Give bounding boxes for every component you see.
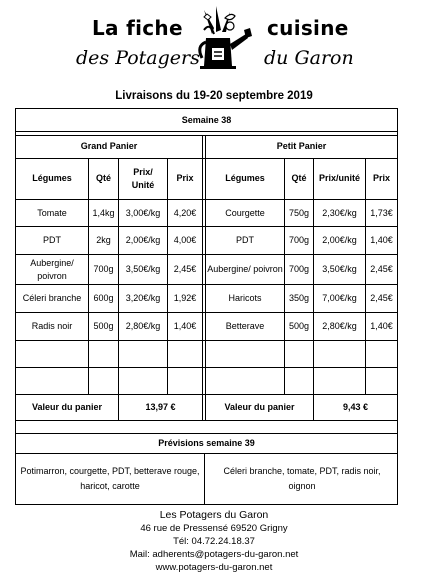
petit-row2-legume: PDT [236, 235, 254, 245]
petit-header-legumes: Légumes [225, 173, 265, 183]
grand-row5-prix: 1,40€ [173, 321, 197, 331]
footer-web: www.potagers-du-garon.net [155, 562, 273, 573]
basket-table [15, 108, 398, 505]
petit-row5-qte: 500g [288, 321, 310, 331]
week-label: Semaine 38 [181, 114, 232, 125]
grand-row3-qte: 700g [93, 264, 114, 274]
grand-total-label: Valeur du panier [31, 402, 103, 412]
petit-row4-unit: 7,00€/kg [322, 293, 357, 303]
petit-row4-qte: 350g [288, 293, 310, 303]
table-line [204, 453, 205, 504]
title-cuisine: cuisine [267, 16, 349, 40]
petit-row2-unit: 2,00€/kg [322, 235, 357, 245]
petit-row5-prix: 1,40€ [370, 321, 393, 331]
grand-row4-qte: 600g [93, 293, 114, 303]
petit-row1-unit: 2,30€/kg [322, 207, 357, 218]
petit-header-prix: Prix [372, 173, 390, 183]
petit-panier-title: Petit Panier [276, 141, 327, 151]
grand-row3-prix: 2,45€ [173, 264, 197, 274]
delivery-title: Livraisons du 19-20 septembre 2019 [115, 90, 313, 102]
petit-row1-prix: 1,73€ [370, 207, 393, 218]
table-line [16, 367, 397, 368]
footer-mail: Mail: adherents@potagers-du-garon.net [129, 549, 299, 560]
petit-row3-unit: 3,50€/kg [322, 264, 357, 274]
petit-row2-qte: 700g [288, 235, 310, 245]
petit-row3-legume: Aubergine/ poivron [207, 264, 283, 274]
petit-row3-qte: 700g [288, 264, 310, 274]
petit-row1-qte: 750g [288, 207, 310, 218]
previsions-title: Prévisions semaine 39 [158, 438, 255, 448]
petit-row4-legume: Haricots [228, 293, 262, 303]
previsions-grand: Potimarron, courgette, PDT, betterave rouge, haricot, carotte [20, 466, 200, 491]
petit-row2-prix: 1,40€ [370, 235, 393, 245]
grand-row2-qte: 2kg [96, 235, 111, 245]
grand-row1-unit: 3,00€/kg [125, 207, 161, 218]
grand-header-qte: Qté [95, 173, 111, 183]
grand-row3-legume: Aubergine/ poivron [30, 257, 74, 281]
watering-can-vegetables-icon [190, 4, 254, 76]
grand-row1-qte: 1,4kg [92, 207, 115, 218]
petit-header-qte: Qté [291, 173, 307, 183]
grand-row1-legume: Tomate [37, 207, 67, 218]
grand-row2-legume: PDT [43, 235, 61, 245]
table-line [16, 420, 397, 421]
footer-name: Les Potagers du Garon [159, 509, 269, 521]
table-line [202, 135, 203, 420]
petit-row4-prix: 2,45€ [370, 293, 393, 303]
previsions-petit: Céleri branche, tomate, PDT, radis noir, oignon [223, 466, 381, 491]
grand-header-prix-unite: Prix/ Unité [131, 166, 155, 190]
title-des-potagers: des Potagers [76, 47, 200, 69]
grand-panier-title: Grand Panier [80, 141, 138, 151]
grand-row3-unit: 3,50€/kg [125, 264, 161, 274]
grand-row4-legume: Céleri branche [22, 293, 82, 303]
grand-row2-prix: 4,00€ [173, 235, 197, 245]
title-du-garon: du Garon [264, 47, 354, 69]
grand-header-legumes: Légumes [32, 173, 72, 183]
petit-header-prix-unite: Prix/unité [318, 173, 360, 183]
grand-row4-prix: 1,92€ [173, 293, 197, 303]
grand-row5-unit: 2,80€/kg [125, 321, 161, 331]
table-line [16, 131, 397, 132]
header [0, 0, 428, 84]
petit-total-label: Valeur du panier [224, 402, 295, 412]
petit-row5-unit: 2,80€/kg [322, 321, 357, 331]
footer-address: 46 rue de Pressensé 69520 Grigny [140, 523, 288, 534]
grand-row4-unit: 3,20€/kg [125, 293, 161, 303]
grand-total-value: 13,97 € [145, 402, 176, 412]
grand-row2-unit: 2,00€/kg [125, 235, 161, 245]
petit-row3-prix: 2,45€ [370, 264, 393, 274]
title-la-fiche: La fiche [92, 16, 183, 40]
petit-row1-legume: Courgette [225, 207, 265, 218]
petit-row5-legume: Betterave [225, 321, 265, 331]
grand-header-prix: Prix [176, 173, 194, 183]
petit-total-value: 9,43 € [342, 402, 369, 412]
table-line [16, 340, 397, 341]
grand-row1-prix: 4,20€ [173, 207, 197, 218]
grand-row5-legume: Radis noir [31, 321, 73, 331]
grand-row5-qte: 500g [93, 321, 114, 331]
footer-phone: Tél: 04.72.24.18.37 [173, 536, 255, 547]
